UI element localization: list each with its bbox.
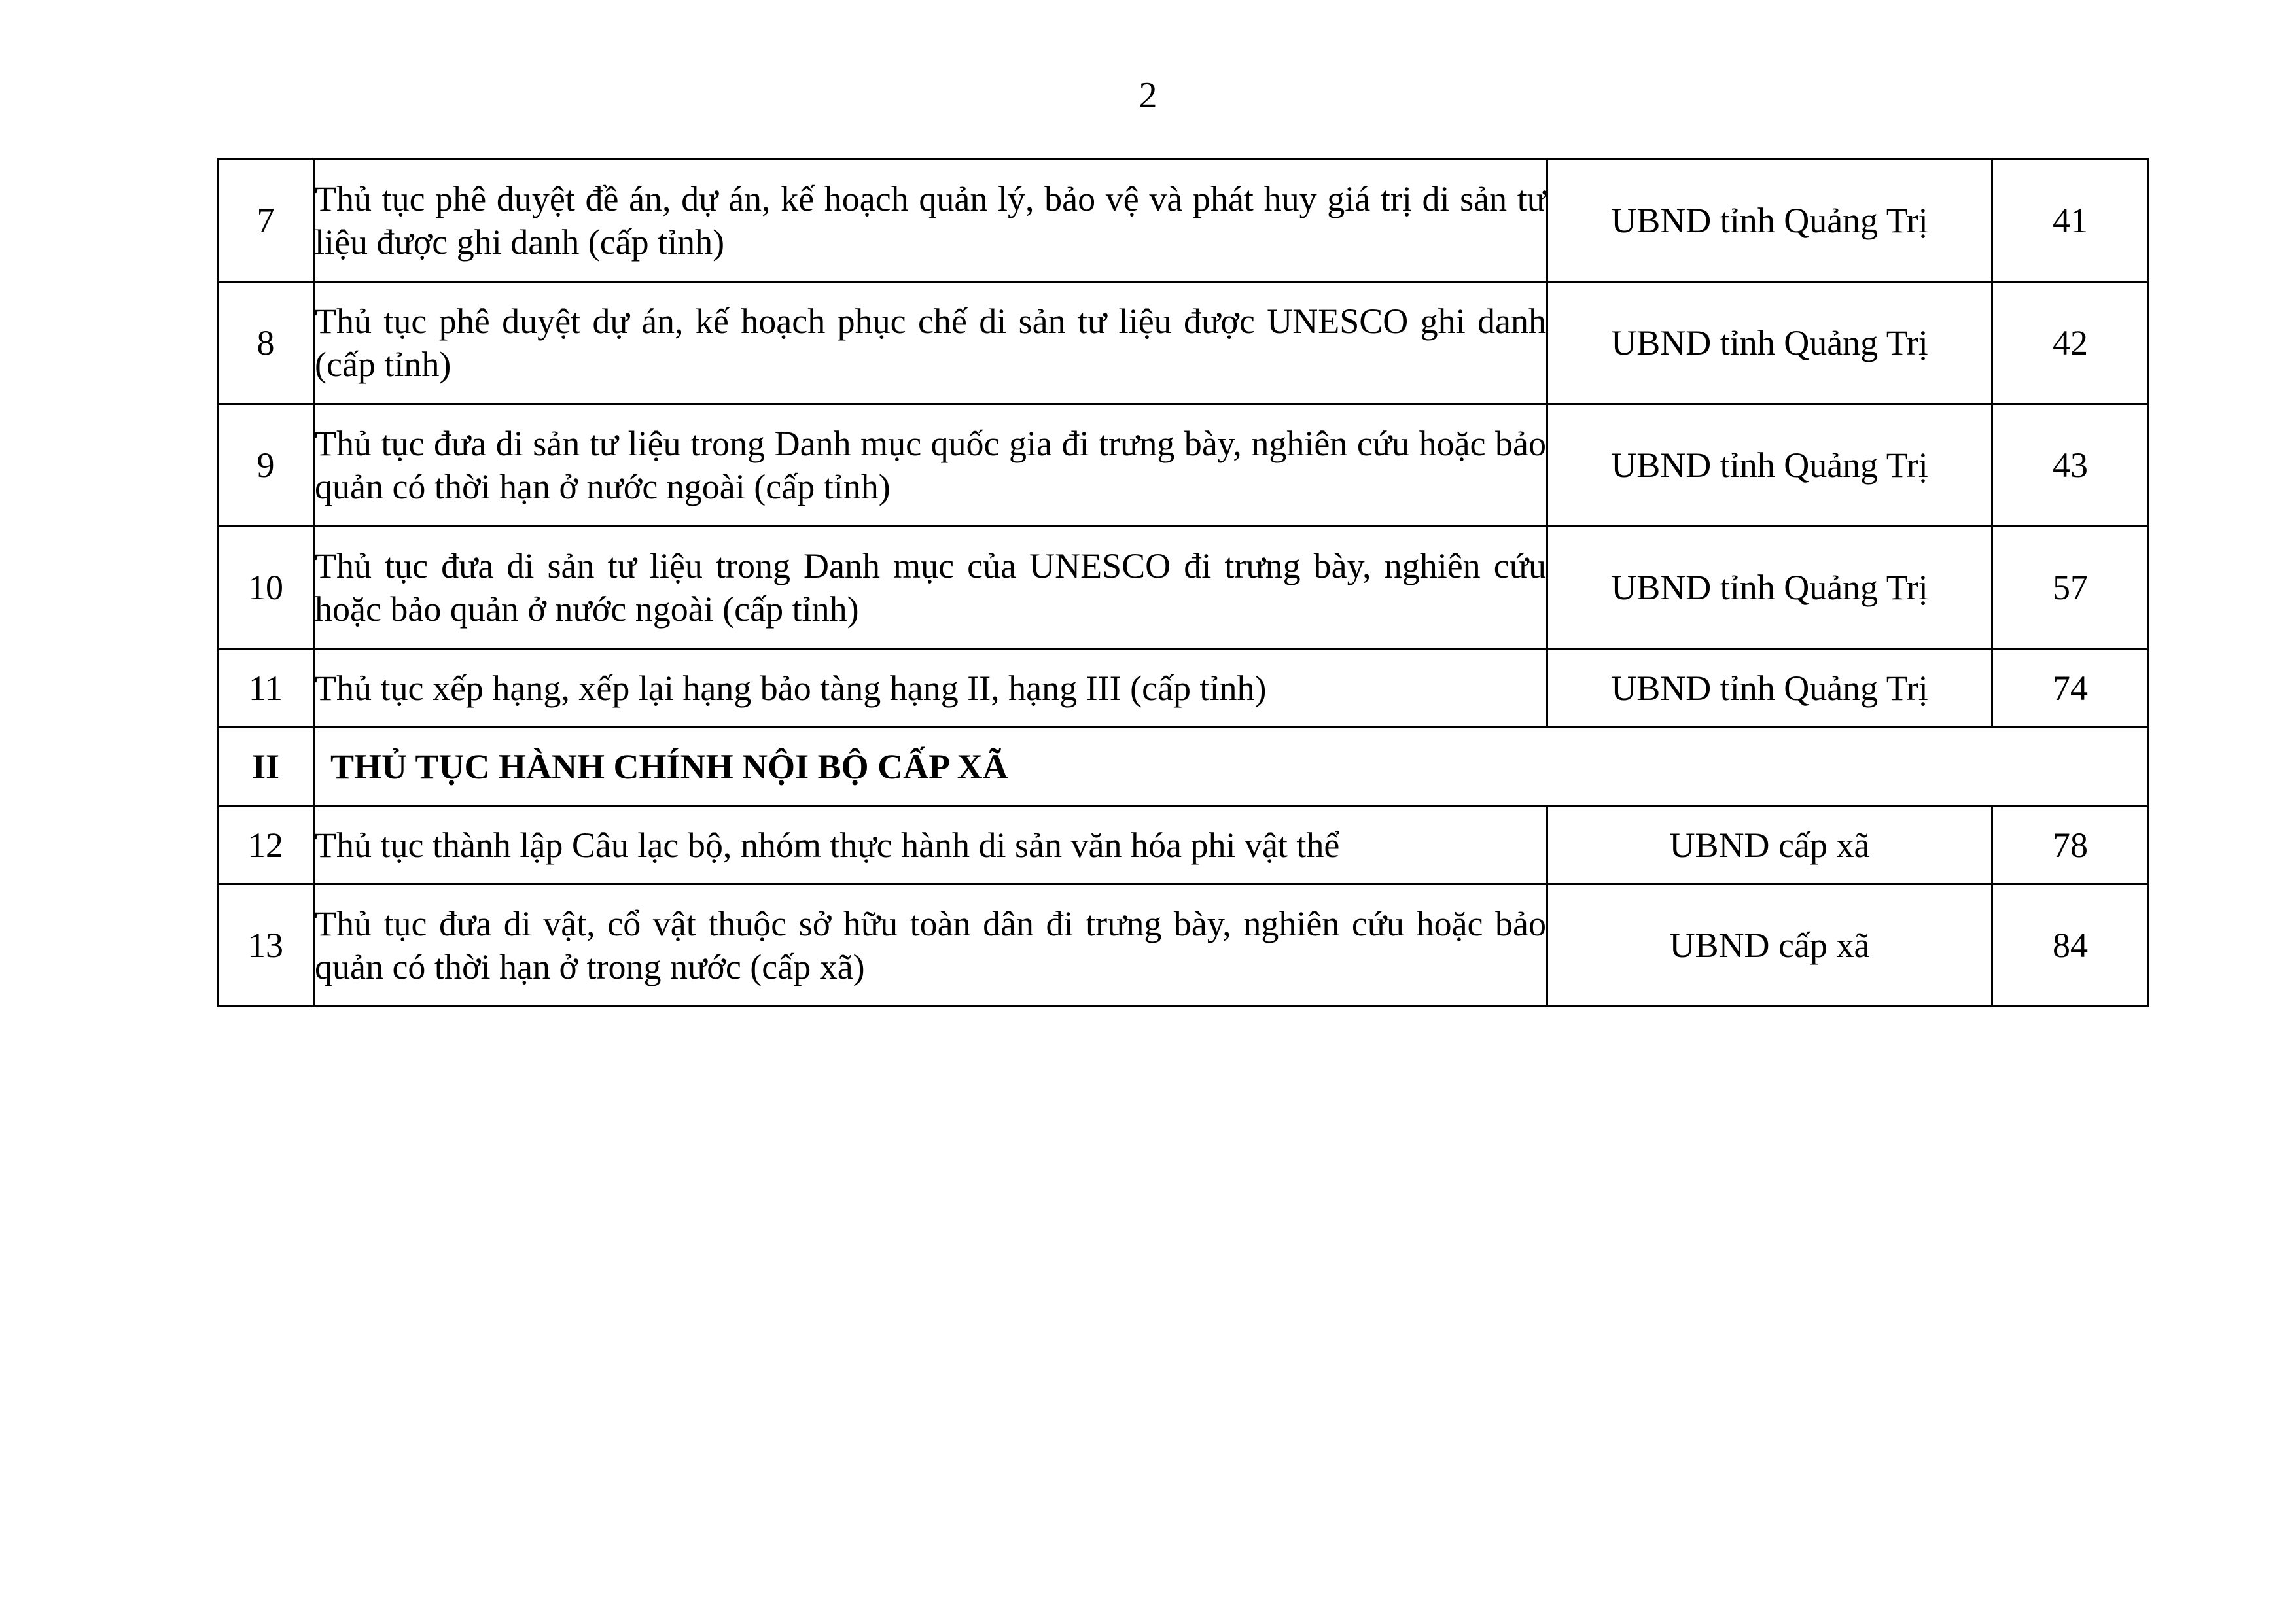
agency: UBND tỉnh Quảng Trị	[1547, 282, 1992, 404]
procedures-table	[217, 158, 2149, 1007]
procedure-name: Thủ tục xếp hạng, xếp lại hạng bảo tàng hạng II, hạng III (cấp tỉnh)	[314, 649, 1547, 727]
row-number: 7	[218, 160, 314, 282]
table-row	[218, 527, 2149, 649]
page-ref: 57	[1992, 527, 2149, 649]
procedure-name: Thủ tục phê duyệt dự án, kế hoạch phục chế di sản tư liệu được UNESCO ghi danh (cấp tỉnh)	[314, 282, 1547, 404]
agency: UBND tỉnh Quảng Trị	[1547, 527, 1992, 649]
agency: UBND cấp xã	[1547, 806, 1992, 884]
agency: UBND tỉnh Quảng Trị	[1547, 160, 1992, 282]
row-number: 9	[218, 404, 314, 527]
page-ref: 78	[1992, 806, 2149, 884]
procedure-name: Thủ tục phê duyệt đề án, dự án, kế hoạch quản lý, bảo vệ và phát huy giá trị di sản tư liệu được ghi danh (cấp tỉnh)	[314, 160, 1547, 282]
row-number: 11	[218, 649, 314, 727]
page-ref: 84	[1992, 884, 2149, 1007]
page-ref: 43	[1992, 404, 2149, 527]
section-row	[218, 727, 2149, 806]
section-number: II	[218, 727, 314, 806]
page-number: 2	[1139, 75, 1157, 116]
row-number: 13	[218, 884, 314, 1007]
agency: UBND cấp xã	[1547, 884, 1992, 1007]
procedure-name: Thủ tục đưa di sản tư liệu trong Danh mục của UNESCO đi trưng bày, nghiên cứu hoặc bảo quản ở nước ngoài (cấp tỉnh)	[314, 527, 1547, 649]
row-number: 12	[218, 806, 314, 884]
table-row	[218, 806, 2149, 884]
table-row	[218, 160, 2149, 282]
page-ref: 74	[1992, 649, 2149, 727]
agency: UBND tỉnh Quảng Trị	[1547, 649, 1992, 727]
page-ref: 42	[1992, 282, 2149, 404]
table-row	[218, 404, 2149, 527]
row-number: 8	[218, 282, 314, 404]
table-row	[218, 884, 2149, 1007]
procedure-name: Thủ tục thành lập Câu lạc bộ, nhóm thực hành di sản văn hóa phi vật thể	[314, 806, 1547, 884]
section-title: THỦ TỤC HÀNH CHÍNH NỘI BỘ CẤP XÃ	[314, 727, 2149, 806]
table-row	[218, 282, 2149, 404]
page-ref: 41	[1992, 160, 2149, 282]
row-number: 10	[218, 527, 314, 649]
agency: UBND tỉnh Quảng Trị	[1547, 404, 1992, 527]
procedure-name: Thủ tục đưa di vật, cổ vật thuộc sở hữu toàn dân đi trưng bày, nghiên cứu hoặc bảo quản có thời hạn ở trong nước (cấp xã)	[314, 884, 1547, 1007]
procedure-name: Thủ tục đưa di sản tư liệu trong Danh mục quốc gia đi trưng bày, nghiên cứu hoặc bảo quản có thời hạn ở nước ngoài (cấp tỉnh)	[314, 404, 1547, 527]
table-row	[218, 649, 2149, 727]
